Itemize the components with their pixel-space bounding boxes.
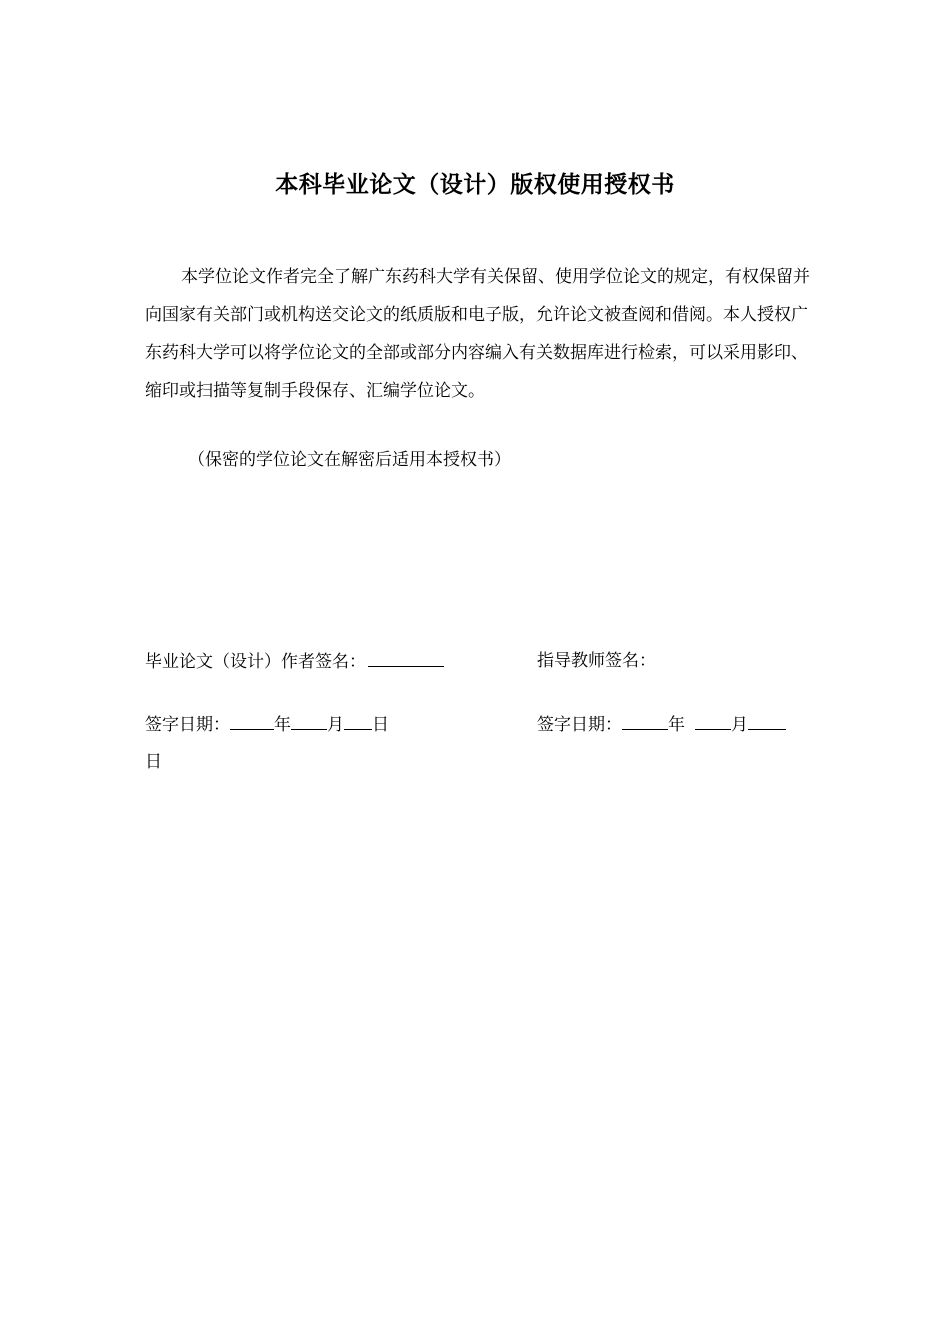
advisor-signature-label: 指导教师签名： bbox=[537, 651, 656, 671]
author-year-blank[interactable] bbox=[230, 712, 274, 730]
advisor-month-label: 月 bbox=[731, 715, 748, 735]
author-signature-blank[interactable] bbox=[368, 649, 444, 667]
advisor-date-label: 签字日期： bbox=[537, 715, 622, 735]
advisor-year-label: 年 bbox=[668, 715, 685, 735]
advisor-day-label: 日 bbox=[145, 752, 162, 772]
advisor-day-blank[interactable] bbox=[748, 712, 786, 730]
advisor-signature-line bbox=[537, 649, 656, 673]
advisor-month-blank[interactable] bbox=[695, 712, 731, 730]
author-day-label: 日 bbox=[372, 715, 389, 735]
advisor-day-wrap bbox=[145, 750, 162, 774]
advisor-year-blank[interactable] bbox=[622, 712, 668, 730]
author-signature-line bbox=[145, 649, 444, 674]
author-date-label: 签字日期： bbox=[145, 715, 230, 735]
author-month-blank[interactable] bbox=[291, 712, 327, 730]
author-month-label: 月 bbox=[327, 715, 344, 735]
author-signature-label: 毕业论文（设计）作者签名： bbox=[145, 652, 366, 672]
author-date-line bbox=[145, 712, 389, 737]
author-year-label: 年 bbox=[274, 715, 291, 735]
document-title: 本科毕业论文（设计）版权使用授权书 bbox=[275, 172, 675, 198]
confidential-note: （保密的学位论文在解密后适用本授权书） bbox=[188, 450, 511, 470]
author-day-blank[interactable] bbox=[344, 712, 372, 730]
advisor-date-line bbox=[537, 712, 786, 737]
authorization-paragraph: 本学位论文作者完全了解广东药科大学有关保留、使用学位论文的规定，有权保留并向国家有关部门或机构送交论文的纸质版和电子版，允许论文被查阅和借阅。本人授权广东药科大学可以将学位论文的全部或部分内容编入有关数据库进行检索，可以采用影印、缩印或扫描等复制手段保存、汇编学位论文。 bbox=[145, 267, 810, 401]
